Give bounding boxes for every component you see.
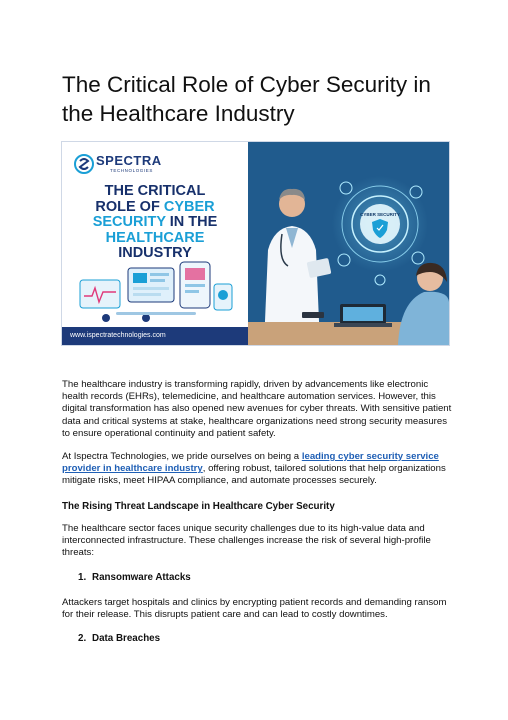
logo-wordmark: SPECTRA [96, 153, 162, 168]
intro-paragraph: The healthcare industry is transforming rapidly, driven by advancements like electronic health records (EHRs), telemedicine, and healthcare automation services. However, this digital transformation has also opened new avenues for cyber threats. With sensitive patient data and critical systems at stake, healthcare organizations need strong security measures to ensure operational continuity and patient safety. [62, 379, 452, 439]
list-item-paragraph: Attackers target hospitals and clinics by encrypting patient records and demanding ransom for their release. This disrupts patient care and can lead to costly downtimes. [62, 597, 447, 621]
hero-heading-line: THE CRITICAL [104, 183, 206, 199]
company-logo [74, 152, 194, 178]
shield-label: CYBER SECURITY [360, 212, 400, 217]
hero-heading-line: INDUSTRY [118, 245, 192, 261]
company-paragraph: At Ispectra Technologies, we pride ourselves on being a leading cyber security service provider in healthcare industry, offering robust, tailored solutions that help organizations mitigate risks, meet HIPAA compliance, and automate processes securely. [62, 451, 446, 487]
website-url: www.ispectratechnologies.com [62, 327, 248, 345]
hero-heading [68, 184, 242, 262]
hero-heading-line: ROLE OF CYBER [95, 198, 215, 215]
document-title: The Critical Role of Cyber Security in the Healthcare Industry [62, 72, 431, 126]
hero-heading-line: HEALTHCARE [105, 229, 205, 246]
section-intro-paragraph: The healthcare sector faces unique security challenges due to its high-value data and interconnected infrastructure. These challenges increase the risk of several high-profile threats: [62, 523, 431, 559]
hero-image [61, 141, 450, 346]
list-item: 2. Data Breaches [78, 633, 161, 644]
section-heading: The Rising Threat Landscape in Healthcare Cyber Security [62, 501, 335, 512]
list-item: 1. Ransomware Attacks [78, 572, 191, 583]
hero-banner [62, 142, 248, 345]
logo-subtext: TECHNOLOGIES [110, 168, 153, 173]
medical-devices-illustration-icon [76, 260, 236, 326]
service-provider-link[interactable]: leading cyber security service provider in healthcare industry [62, 451, 439, 475]
hero-photo [248, 142, 449, 345]
logo-mark-icon [74, 154, 94, 174]
hero-heading-line: SECURITY IN THE [92, 214, 218, 230]
